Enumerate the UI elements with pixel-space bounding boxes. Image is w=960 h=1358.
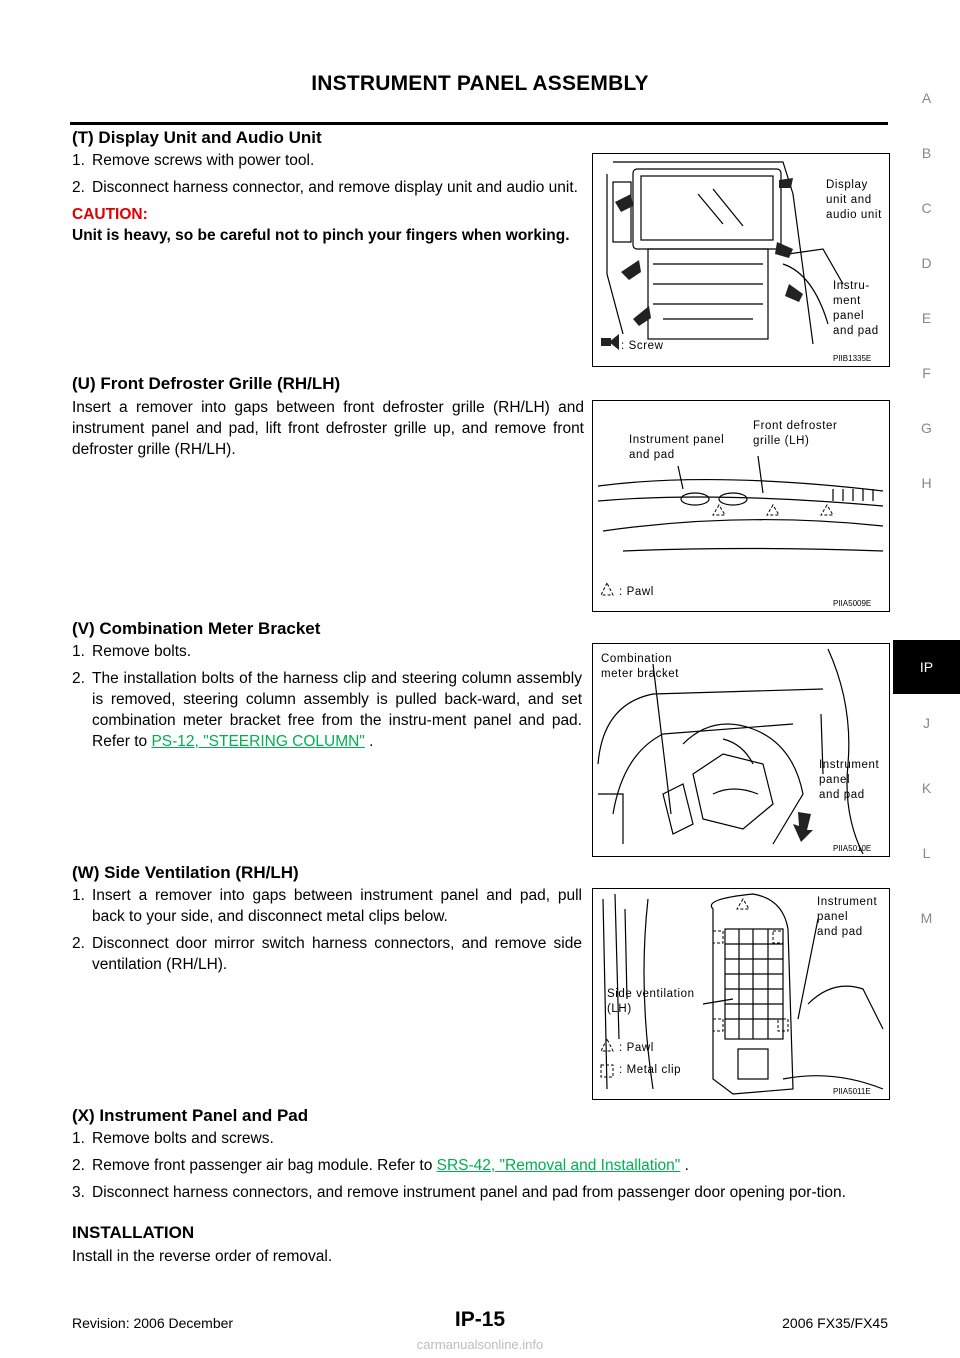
figure-side-ventilation xyxy=(592,888,890,1100)
watermark: carmanualsonline.info xyxy=(416,1337,544,1352)
legend-pawl: : Pawl xyxy=(619,1042,654,1054)
step-text: Disconnect door mirror switch harness connectors, and remove side ventilation (RH/LH). xyxy=(92,935,582,973)
step-text: Insert a remover into gaps between instrument panel and pad, pull back to your side, and disconnect metal clips below. xyxy=(92,887,582,925)
step xyxy=(72,885,582,927)
header-divider xyxy=(70,122,888,125)
tab-j[interactable]: J xyxy=(923,715,930,731)
step-text: Remove bolts. xyxy=(92,643,192,660)
step xyxy=(72,933,582,975)
paragraph: Insert a remover into gaps between front defroster grille (RH/LH) and instrument panel and pad, lift front defroster grille up, and remove front defroster grille (RH/LH). xyxy=(72,399,584,458)
tab-ip-active[interactable]: IP xyxy=(893,640,960,694)
step-number: 1. xyxy=(72,1130,85,1147)
installation-body xyxy=(72,1246,872,1267)
tab-g[interactable]: G xyxy=(921,420,932,436)
footer-page-number: IP-15 xyxy=(454,1308,506,1331)
section-u-body xyxy=(72,397,584,460)
step-text: Disconnect harness connectors, and remove instrument panel and pad from passenger door opening por-tion. xyxy=(92,1184,846,1201)
label-side-ventilation: Side ventilation (LH) xyxy=(607,988,695,1015)
step-text: Remove bolts and screws. xyxy=(92,1130,274,1147)
legend-pawl: : Pawl xyxy=(619,586,654,598)
step-text: Remove front passenger air bag module. Refer to xyxy=(92,1157,437,1174)
section-u-heading: (U) Front Defroster Grille (RH/LH) xyxy=(72,374,341,393)
step-number: 2. xyxy=(72,935,85,952)
tab-a[interactable]: A xyxy=(921,90,932,106)
step-text-end: . xyxy=(364,733,374,750)
label-front-defroster-grille: Front defroster grille (LH) xyxy=(753,420,838,447)
section-w-heading: (W) Side Ventilation (RH/LH) xyxy=(72,863,299,882)
label-instrument-panel: Instrument panel and pad xyxy=(629,434,725,461)
tab-c[interactable]: C xyxy=(921,200,932,216)
step-number: 1. xyxy=(72,643,85,660)
step xyxy=(72,150,582,171)
tab-d[interactable]: D xyxy=(921,255,932,271)
caution-text: Unit is heavy, so be careful not to pinch your fingers when working. xyxy=(72,227,570,244)
section-w-body xyxy=(72,885,582,981)
step xyxy=(72,177,582,198)
legend-screw: : Screw xyxy=(621,340,664,352)
section-v-heading: (V) Combination Meter Bracket xyxy=(72,619,321,638)
section-v-body xyxy=(72,641,582,758)
step-number: 3. xyxy=(72,1184,85,1201)
tab-b[interactable]: B xyxy=(921,145,932,161)
caution-label: CAUTION: xyxy=(72,206,148,223)
step-text: Remove screws with power tool. xyxy=(92,152,315,169)
installation-heading: INSTALLATION xyxy=(72,1223,195,1242)
footer-model: 2006 FX35/FX45 xyxy=(782,1315,888,1331)
label-instrument-panel: Instrument panel and pad xyxy=(817,896,878,938)
step xyxy=(72,1128,888,1149)
label-instrument-panel: Instru- ment panel and pad xyxy=(833,280,879,337)
section-x-heading: (X) Instrument Panel and Pad xyxy=(72,1106,309,1125)
step xyxy=(72,641,582,662)
step-number: 1. xyxy=(72,887,85,904)
label-combination-meter-bracket: Combination meter bracket xyxy=(601,653,680,680)
step-number: 1. xyxy=(72,152,85,169)
figure-display-audio-unit xyxy=(592,153,890,367)
tab-k[interactable]: K xyxy=(921,780,932,796)
step xyxy=(72,668,582,752)
tab-l[interactable]: L xyxy=(922,845,931,861)
step xyxy=(72,1155,888,1176)
tab-m[interactable]: M xyxy=(920,910,933,926)
legend-metal-clip: : Metal clip xyxy=(619,1064,682,1076)
section-t-heading: (T) Display Unit and Audio Unit xyxy=(72,128,322,147)
figure-front-defroster-grille xyxy=(592,400,890,612)
figure-code: PIIA5010E xyxy=(833,844,872,853)
paragraph: Install in the reverse order of removal. xyxy=(72,1248,333,1265)
step-number: 2. xyxy=(72,670,85,687)
figure-code: PIIA5009E xyxy=(833,599,872,608)
step xyxy=(72,1182,888,1203)
step-text: Disconnect harness connector, and remove display unit and audio unit. xyxy=(92,179,578,196)
step-number: 2. xyxy=(72,179,85,196)
label-instrument-panel: Instrument panel and pad xyxy=(819,759,880,801)
step-text: The installation bolts of the harness clip and steering column assembly is removed, steering column assembly is pulled back-ward, and set combination meter bracket free from the instru-ment panel and pad. Refer to xyxy=(92,670,582,750)
section-t-body xyxy=(72,150,582,246)
section-x-body xyxy=(72,1128,888,1209)
step-number: 2. xyxy=(72,1157,85,1174)
tab-e[interactable]: E xyxy=(921,310,932,326)
tab-f[interactable]: F xyxy=(922,365,931,381)
label-display-audio-unit: Display unit and audio unit xyxy=(826,179,882,221)
figure-code: PIIA5011E xyxy=(833,1087,871,1096)
figure-code: PIIB1335E xyxy=(833,354,872,363)
reference-link-steering-column[interactable]: PS-12, "STEERING COLUMN" xyxy=(151,733,365,750)
step-text-end: . xyxy=(680,1157,689,1174)
tab-h[interactable]: H xyxy=(921,475,932,491)
page-title: INSTRUMENT PANEL ASSEMBLY xyxy=(311,72,649,95)
footer-revision: Revision: 2006 December xyxy=(72,1315,234,1331)
reference-link-removal-installation[interactable]: SRS-42, "Removal and Installation" xyxy=(436,1157,681,1174)
figure-combination-meter-bracket xyxy=(592,643,890,857)
